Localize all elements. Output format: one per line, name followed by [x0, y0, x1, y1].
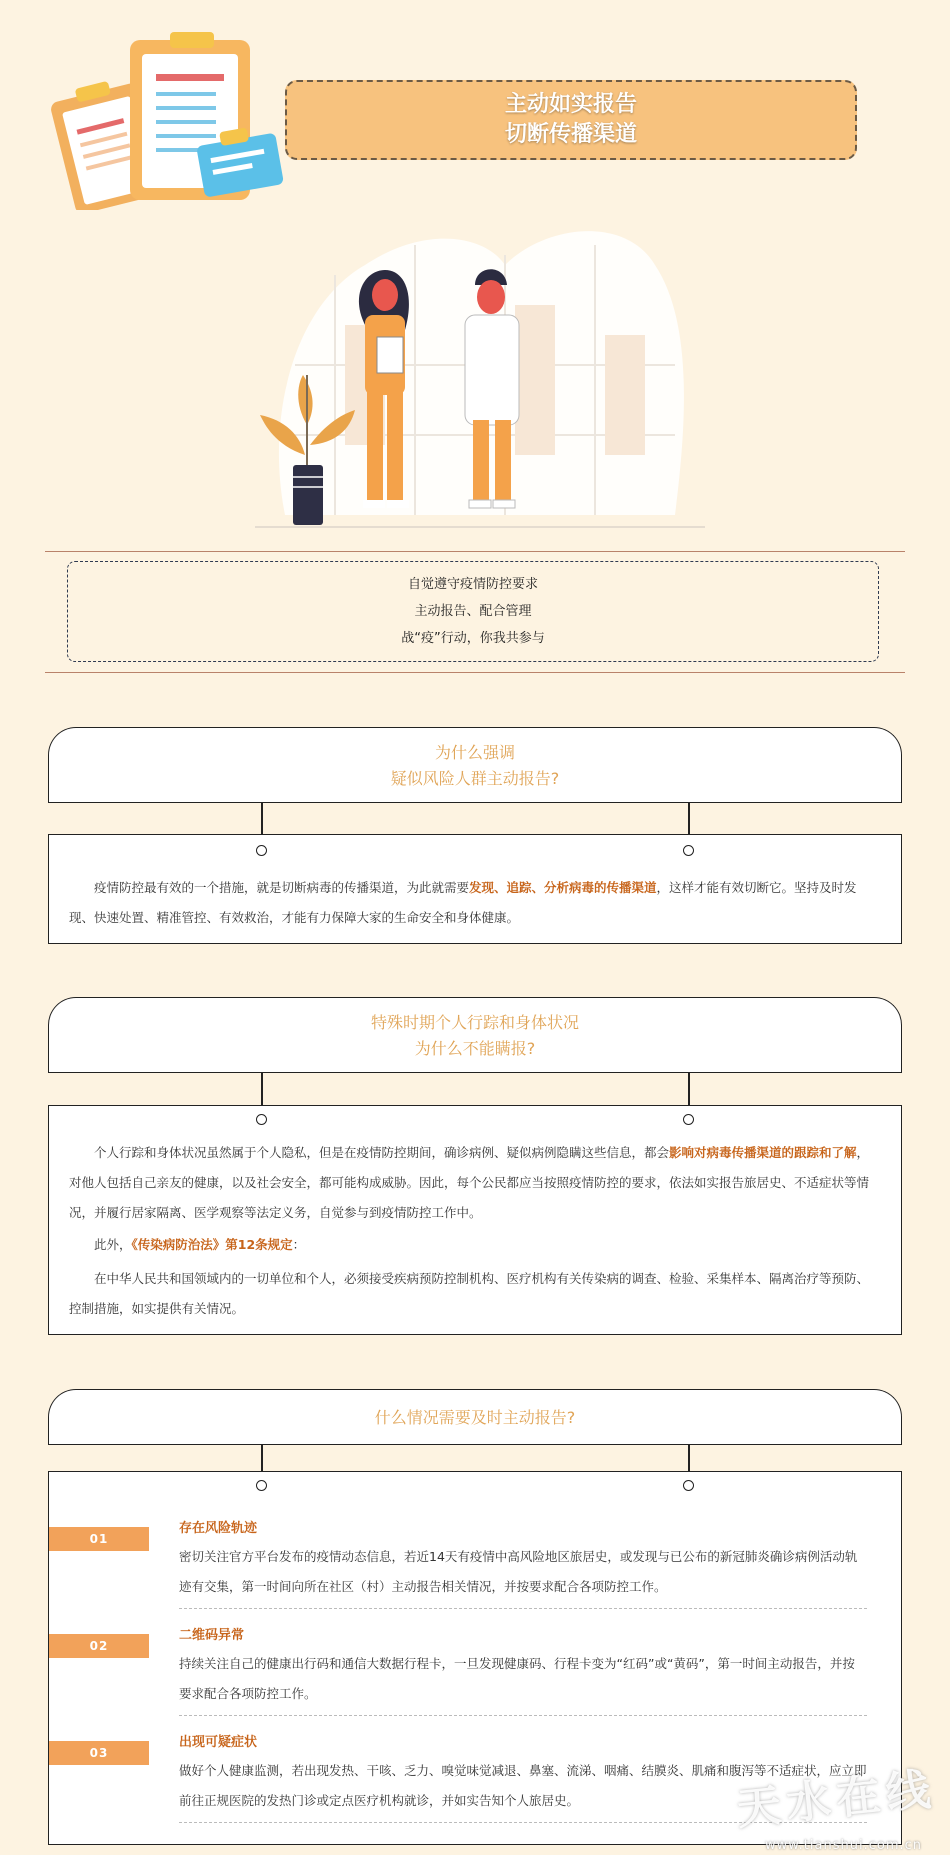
item-title: 出现可疑症状	[179, 1735, 258, 1750]
watermark-logo: 天水在线	[734, 1763, 939, 1836]
item-number-badge: 03	[49, 1741, 149, 1765]
section3-title: 什么情况需要及时主动报告?	[374, 1407, 576, 1427]
section3-header	[48, 1389, 902, 1445]
header-title-line1: 主动如实报告	[504, 92, 637, 117]
section2-law-post: ：	[292, 1237, 306, 1252]
section1-body	[48, 834, 902, 944]
ring-icon	[256, 1114, 267, 1125]
section2-text-pre: 个人行踪和身体状况虽然属于个人隐私，但是在疫情防控期间，确诊病例、疑似病例隐瞒这些信息，都会	[94, 1145, 670, 1160]
item-title: 存在风险轨迹	[179, 1521, 258, 1536]
doctors-illustration	[255, 215, 705, 545]
section1-text-pre: 疫情防控最有效的一个措施，就是切断病毒的传播渠道，为此就需要	[94, 880, 470, 895]
header-title-line2: 切断传播渠道	[504, 122, 637, 147]
slogan-line2: 主动报告、配合管理	[414, 604, 532, 619]
section2-highlight: 影响对病毒传播渠道的跟踪和了解	[669, 1145, 857, 1160]
item-text: 密切关注官方平台发布的疫情动态信息，若近14天有疫情中高风险地区旅居史，或发现与已公布的新冠肺炎确诊病例活动轨迹有交集，第一时间向所在社区（村）主动报告相关情况，并按要求配合各项防控工作。	[179, 1549, 858, 1594]
divider-top	[45, 551, 905, 552]
ring-icon	[256, 1480, 267, 1491]
section2-header	[48, 997, 902, 1073]
item-number-badge: 02	[49, 1634, 149, 1658]
ring-icon	[683, 1114, 694, 1125]
list-item	[69, 1516, 867, 1602]
section1-paragraph	[69, 873, 881, 933]
slogan-box	[67, 561, 879, 662]
section1-header	[48, 727, 902, 803]
ring-icon	[683, 845, 694, 856]
item-number-badge: 01	[49, 1527, 149, 1551]
section2-paragraph2	[69, 1230, 881, 1260]
item-separator	[179, 1608, 867, 1609]
section1-title-line2: 疑似风险人群主动报告?	[390, 768, 560, 788]
section2-paragraph3: 在中华人民共和国领域内的一切单位和个人，必须接受疾病预防控制机构、医疗机构有关传染病的调查、检验、采集样本、隔离治疗等预防、控制措施，如实提供有关情况。	[69, 1271, 870, 1316]
section2-title-line1: 特殊时期个人行踪和身体状况	[370, 1012, 579, 1032]
clipboard-illustration	[50, 30, 290, 210]
section2-text-post: ，对他人包括自己亲友的健康，以及社会安全，都可能构成威胁。因此，每个公民都应当按照疫情防控的要求，依法如实报告旅居史、不适症状等情况，并履行居家隔离、医学观察等法定义务，自觉参与到疫情防控工作中。	[69, 1145, 870, 1220]
section2-body	[48, 1105, 902, 1335]
slogan-line1: 自觉遵守疫情防控要求	[407, 577, 538, 592]
header-title-box	[285, 80, 857, 160]
item-separator	[179, 1715, 867, 1716]
list-item	[69, 1623, 867, 1709]
ring-icon	[256, 845, 267, 856]
watermark-url: www.tianshui.com.cn	[764, 1838, 922, 1853]
section2-title-line2: 为什么不能瞒报?	[414, 1038, 536, 1058]
divider-bottom	[45, 672, 905, 673]
ring-icon	[683, 1480, 694, 1491]
slogan-line3: 战“疫”行动，你我共参与	[401, 631, 545, 646]
section2-paragraph1	[69, 1138, 881, 1228]
item-text: 做好个人健康监测，若出现发热、干咳、乏力、嗅觉味觉减退、鼻塞、流涕、咽痛、结膜炎、肌痛和腹泻等不适症状，应立即前往正规医院的发热门诊或定点医疗机构就诊，并如实告知个人旅居史。	[179, 1763, 867, 1808]
item-title: 二维码异常	[179, 1628, 245, 1643]
item-text: 持续关注自己的健康出行码和通信大数据行程卡，一旦发现健康码、行程卡变为“红码”或“黄码”，第一时间主动报告，并按要求配合各项防控工作。	[179, 1656, 855, 1701]
section1-title-line1: 为什么强调	[434, 742, 515, 762]
section2-law-pre: 此外，	[94, 1237, 132, 1252]
section1-text-post: ，这样才能有效切断它。坚持及时发现、快速处置、精准管控、有效救治，才能有力保障大家的生命安全和身体健康。	[69, 880, 857, 925]
section2-law-highlight: 《传染病防治法》第12条规定	[131, 1237, 293, 1252]
section1-highlight: 发现、追踪、分析病毒的传播渠道	[469, 880, 657, 895]
